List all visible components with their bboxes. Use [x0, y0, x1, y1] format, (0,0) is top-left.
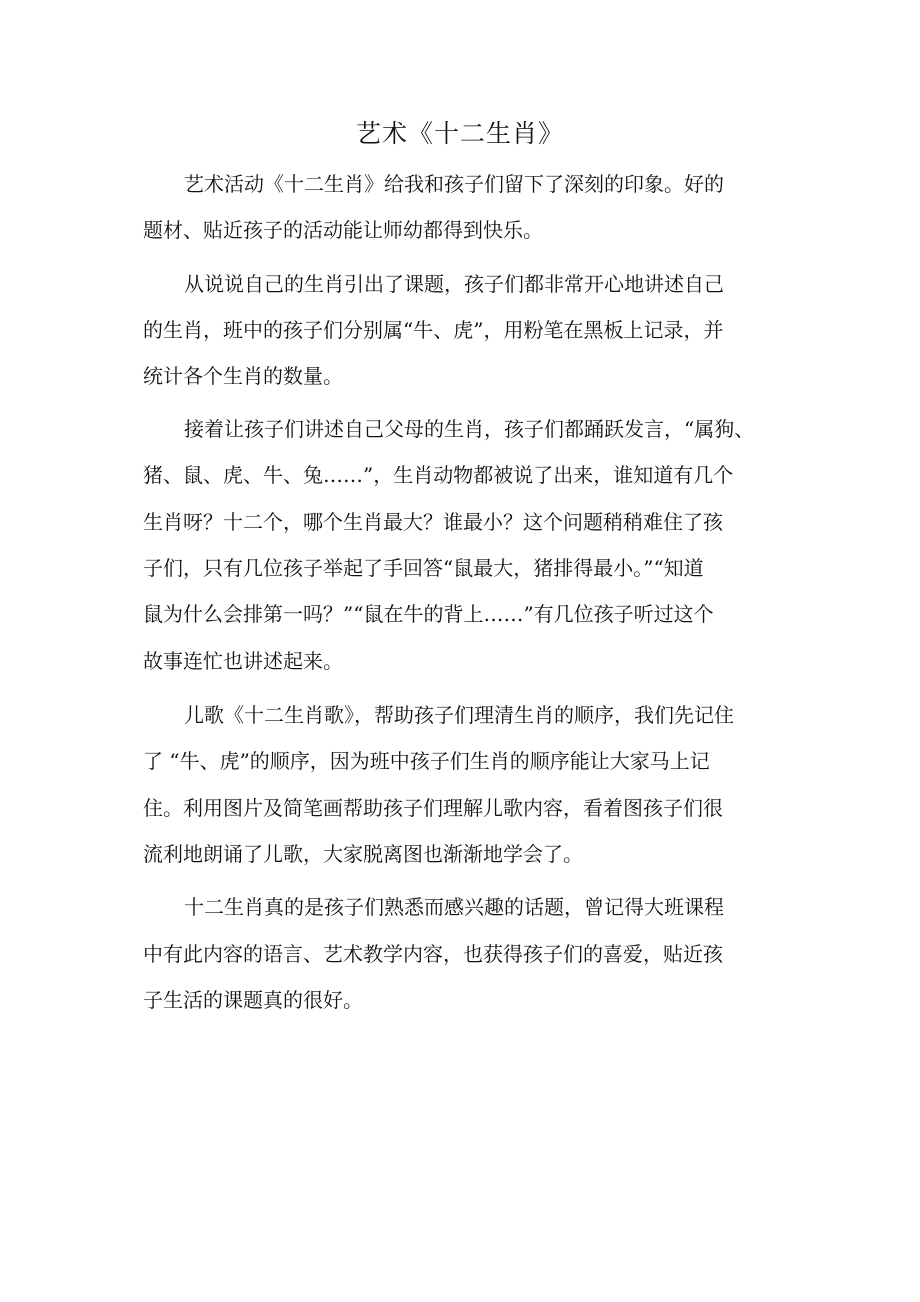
- paragraph-5-line-1: 十二生肖真的是孩子们熟悉而感兴趣的话题，曾记得大班课程: [184, 895, 724, 919]
- paragraph-2-line-1: 从说说自己的生肖引出了课题，孩子们都非常开心地讲述自己: [184, 272, 724, 296]
- paragraph-3-line-3: 生肖呀？十二个，哪个生肖最大？谁最小？这个问题稍稍难住了孩: [143, 510, 723, 534]
- document-title: 艺术《十二生肖》: [355, 119, 564, 148]
- paragraph-4-line-2: 了 “牛、虎”的顺序，因为班中孩子们生肖的顺序能让大家马上记: [143, 749, 710, 773]
- paragraph-2-line-3: 统计各个生肖的数量。: [143, 364, 343, 388]
- paragraph-4-line-1: 儿歌《十二生肖歌》，帮助孩子们理清生肖的顺序，我们先记住: [184, 703, 734, 727]
- paragraph-5-line-2: 中有此内容的语言、艺术教学内容，也获得孩子们的喜爱，贴近孩: [143, 942, 723, 966]
- paragraph-5-line-3: 子生活的课题真的很好。: [143, 988, 363, 1012]
- paragraph-3-line-6: 故事连忙也讲述起来。: [143, 649, 343, 673]
- paragraph-3-line-2: 猪、鼠、虎、牛、兔……”，生肖动物都被说了出来，谁知道有几个: [143, 463, 734, 487]
- paragraph-1-line-1: 艺术活动《十二生肖》给我和孩子们留下了深刻的印象。好的: [184, 172, 724, 196]
- paragraph-3-line-4: 子们，只有几位孩子举起了手回答“鼠最大，猪排得最小。”“知道: [143, 556, 704, 580]
- paragraph-2-line-2: 的生肖，班中的孩子们分别属“牛、虎”，用粉笔在黑板上记录，并: [143, 318, 724, 342]
- paragraph-4-line-3: 住。利用图片及简笔画帮助孩子们理解儿歌内容，看着图孩子们很: [143, 796, 723, 820]
- paragraph-3-line-5: 鼠为什么会排第一吗？”“鼠在牛的背上……”有几位孩子听过这个: [143, 602, 714, 626]
- paragraph-4-line-4: 流利地朗诵了儿歌，大家脱离图也渐渐地学会了。: [143, 842, 583, 866]
- paragraph-1-line-2: 题材、贴近孩子的活动能让师幼都得到快乐。: [143, 218, 543, 242]
- paragraph-3-line-1: 接着让孩子们讲述自己父母的生肖，孩子们都踊跃发言，“属狗、: [184, 417, 755, 441]
